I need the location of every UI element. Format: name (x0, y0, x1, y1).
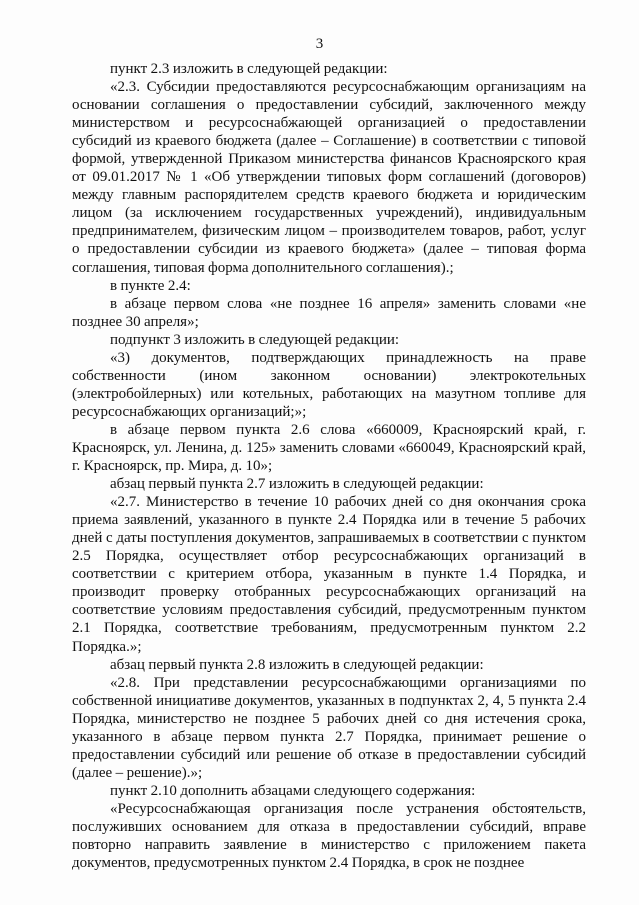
paragraph-item-2-8-text: «2.8. При представлении ресурсоснабжающими организациями по собственной инициативе документов, указанных в подпунктах 2, 4, 5 пункта 2.4 Порядка, министерство не позднее 5 рабочих дней со дня истечения срока, указанного в абзаце первом пункта 2.7 Порядка, принимает решение о предоставлении субсидий или решение об отказе в предоставлении субсидий (далее – решение).»; (72, 674, 586, 781)
paragraph-item-2-4-date-change: в абзаце первом слова «не позднее 16 апреля» заменить словами «не позднее 30 апреля»; (72, 295, 586, 330)
paragraph-subitem-3-text: «3) документов, подтверждающих принадлежность на праве собственности (ином законном основании) электрокотельных (электробойлерных) или котельных, работающих на мазутном топливе для ресурсоснабжающих организаций;»; (72, 349, 586, 420)
paragraph-item-2-3-text: «2.3. Субсидии предоставляются ресурсоснабжающим организациям на основании соглашения о предоставлении субсидий, заключенного между министерством и ресурсоснабжающей организацией о предоставлении субсидий из краевого бюджета (далее – Соглашение) в соответствии с типовой формой, утвержденной Приказом министерства финансов Красноярского края от 09.01.2017 № 1 «Об утверждении типовых форм соглашений (договоров) между главным распорядителем средств краевого бюджета и юридическим лицом (за исключением государственных учреждений), индивидуальным предпринимателем, физическим лицом – производителем товаров, работ, услуг о предоставлении субсидии из краевого бюджета» (далее – типовая форма соглашения, типовая форма дополнительного соглашения).; (72, 79, 586, 276)
paragraph-item-2-10-text: «Ресурсоснабжающая организация после устранения обстоятельств, послуживших основанием для отказа в предоставлении субсидий, вправе повторно направить заявление в министерство с приложением пакета документов, предусмотренных пунктом 2.4 Порядка, в срок не позднее (72, 800, 586, 872)
paragraph-item-2-7-intro: абзац первый пункта 2.7 изложить в следующей редакции: (110, 476, 484, 493)
paragraph-subitem-3-intro: подпункт 3 изложить в следующей редакции: (110, 331, 400, 348)
paragraph-item-2-6-address: в абзаце первом пункта 2.6 слова «660009, Красноярский край, г. Красноярск, ул. Ленина, д. 125» заменить словами «660049, Красноярский край, г. Красноярск, пр. Мира, д. 10»; (72, 421, 586, 475)
paragraph-item-2-10-intro: пункт 2.10 дополнить абзацами следующего содержания: (110, 782, 476, 799)
page-number: 3 (315, 36, 324, 52)
document-body (72, 60, 586, 872)
paragraph-item-2-7-text: «2.7. Министерство в течение 10 рабочих дней со дня окончания срока приема заявлений, указанного в пункте 2.4 Порядка или в течение 5 рабочих дней с даты поступления документов, запрашиваемых в соответствии с пунктом 2.5 Порядка, осуществляет отбор ресурсоснабжающих организаций в соответствии с критерием отбора, указанным в пункте 1.4 Порядка, и производит проверку отобранных ресурсоснабжающих организаций на соответствие условиям предоставления субсидий, предусмотренным пунктом 2.1 Порядка, соответствие требованиям, предусмотренным пунктом 2.2 Порядка.»; (72, 494, 586, 655)
paragraph-item-2-4-intro: в пункте 2.4: (110, 277, 191, 294)
paragraph-item-2-8-intro: абзац первый пункта 2.8 изложить в следующей редакции: (110, 656, 484, 673)
paragraph-item-2-3-intro: пункт 2.3 изложить в следующей редакции: (110, 61, 388, 77)
